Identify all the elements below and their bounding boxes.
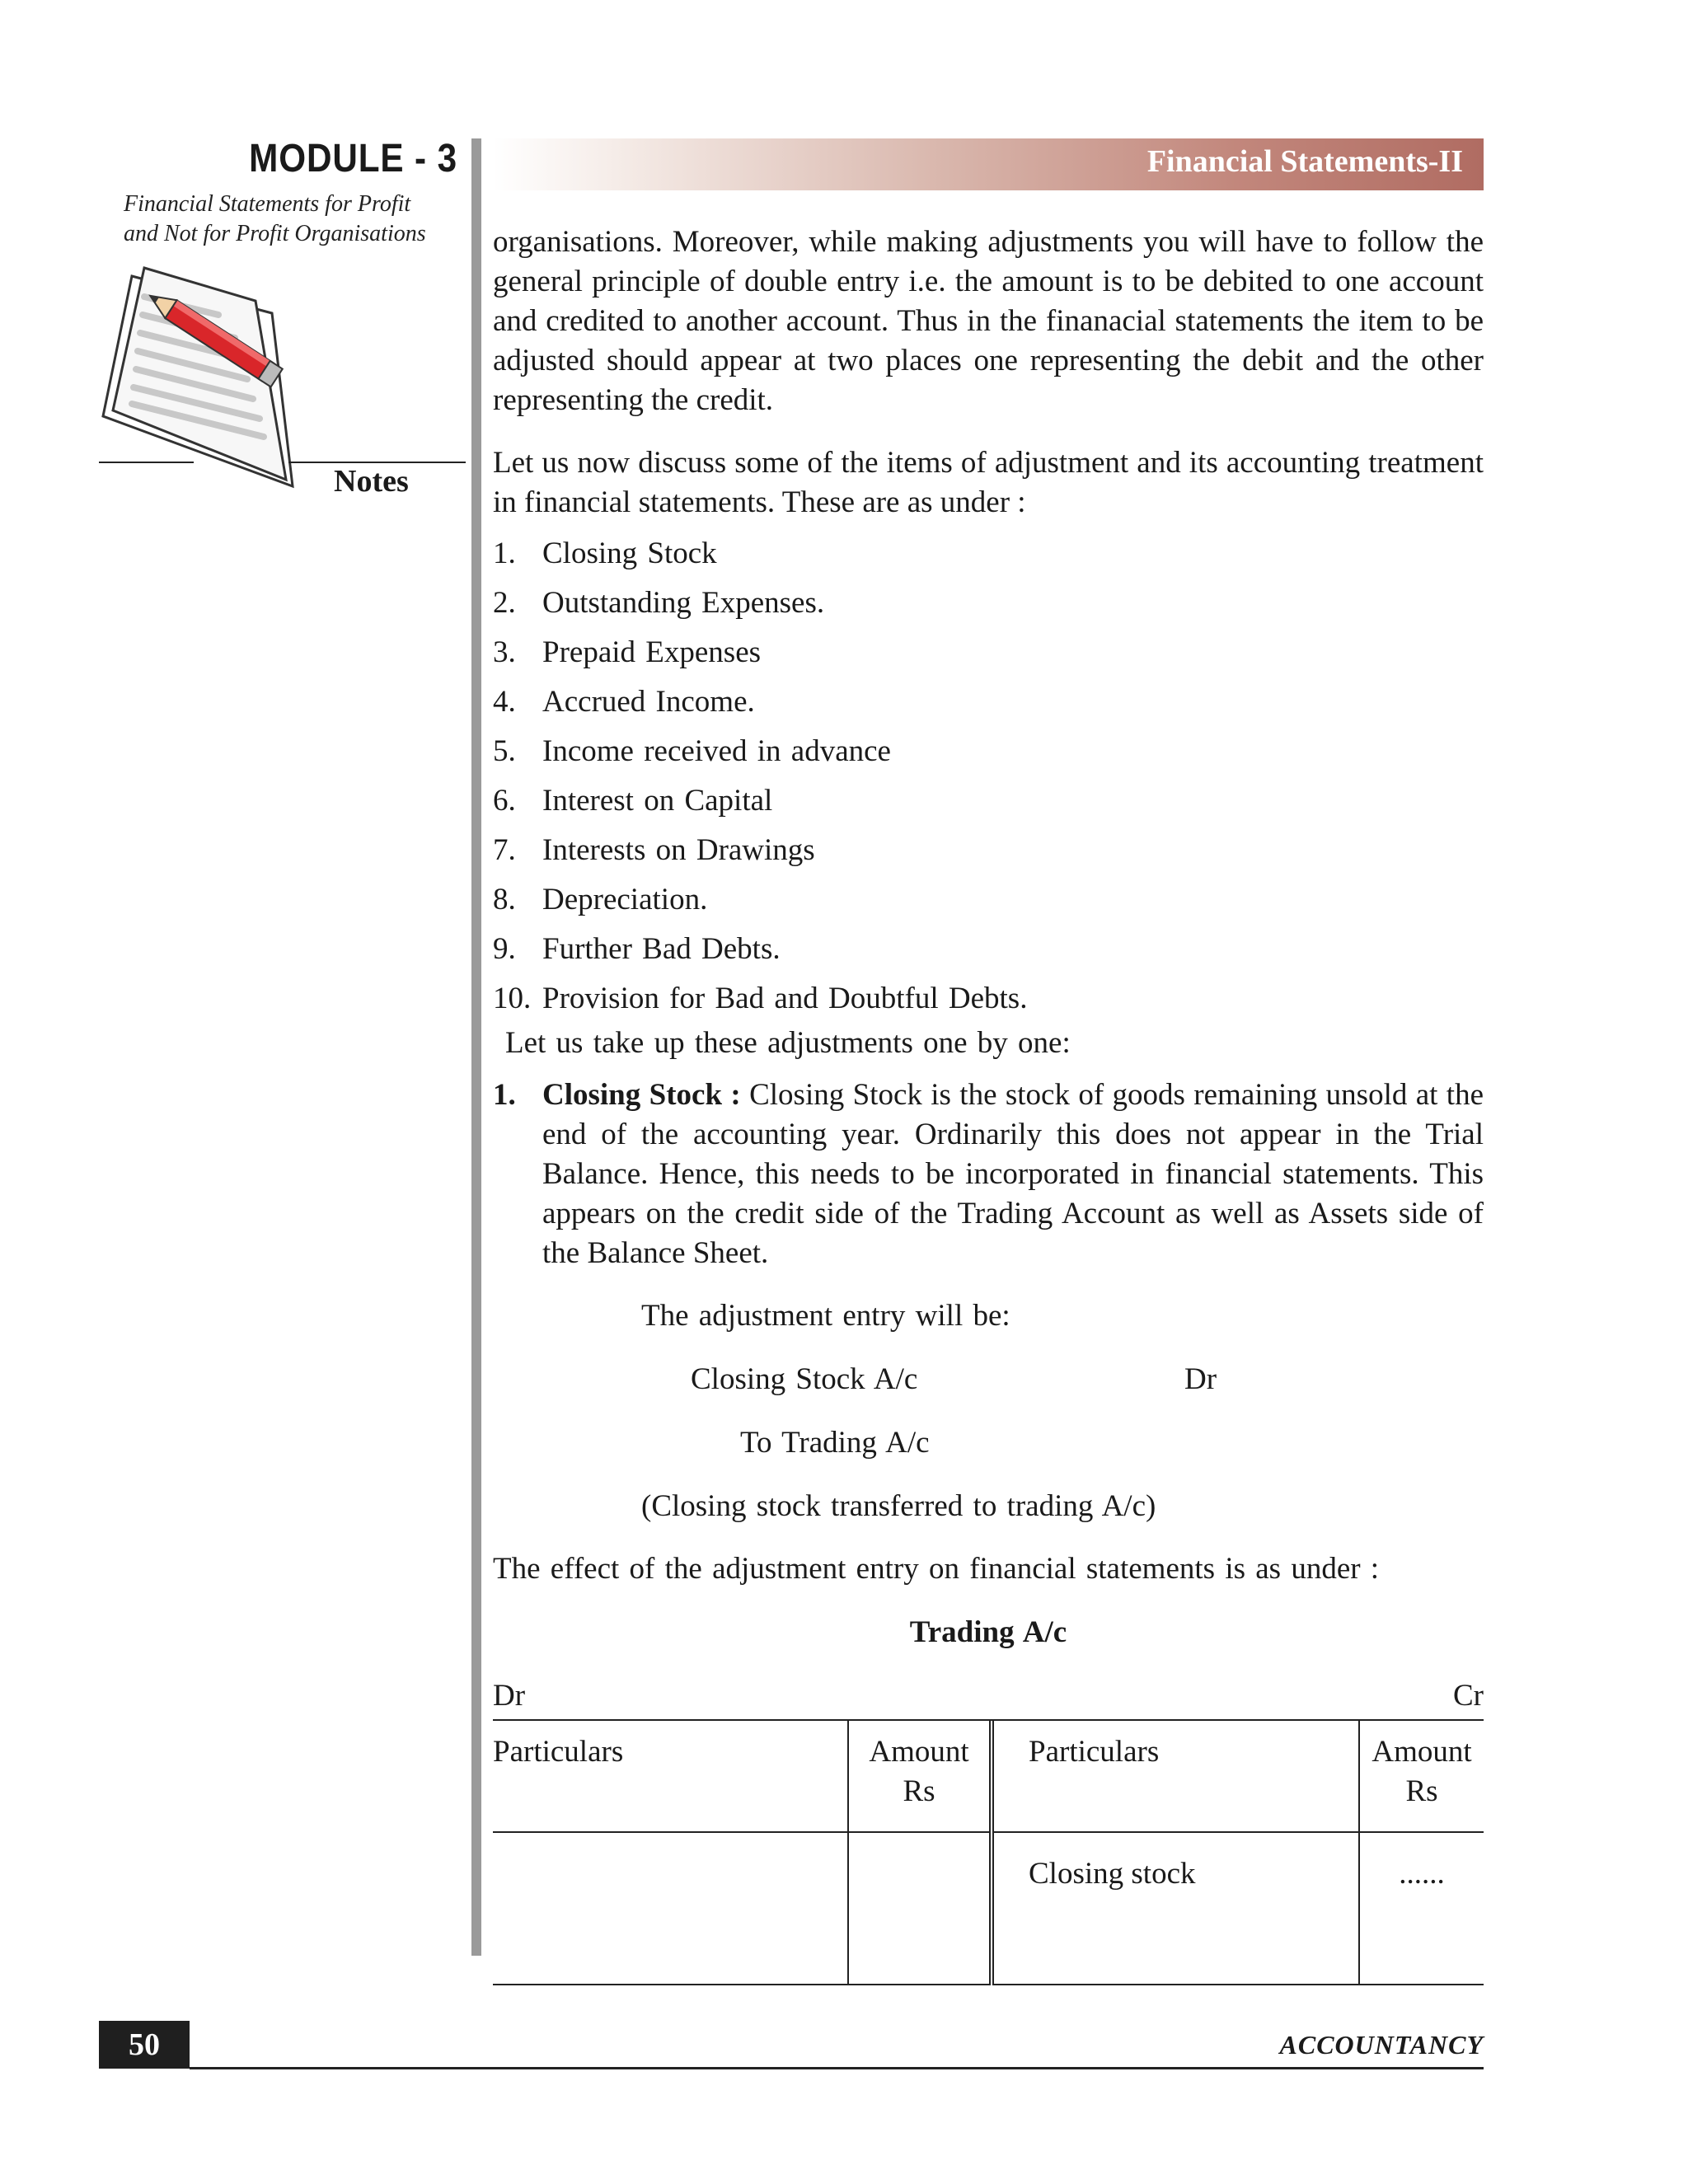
list-item: 10. Provision for Bad and Doubtful Debts. bbox=[493, 982, 1028, 1015]
list-item: 7. Interests on Drawings bbox=[493, 833, 815, 867]
cell-right-particulars: Closing stock bbox=[992, 1832, 1359, 1985]
notes-label: Notes bbox=[334, 464, 409, 499]
list-item: 6. Interest on Capital bbox=[493, 784, 773, 818]
table-row bbox=[493, 1832, 1484, 1985]
journal-narration: (Closing stock transferred to trading A/c) bbox=[641, 1489, 1156, 1523]
discussion-paragraph: Let us now discuss some of the items of adjustment and its accounting treatment in financial statements. These are as under : bbox=[493, 446, 1484, 519]
list-item: 2. Outstanding Expenses. bbox=[493, 586, 825, 620]
notes-pencil-icon bbox=[95, 264, 342, 503]
module-subtitle-line2: and Not for Profit Organisations bbox=[124, 221, 426, 246]
cell-left-particulars bbox=[493, 1832, 848, 1985]
trading-account-table bbox=[493, 1721, 1484, 1985]
journal-debit-account: Closing Stock A/c bbox=[691, 1362, 918, 1396]
module-subtitle bbox=[124, 190, 462, 249]
header-amount-right: Amount Rs bbox=[1359, 1721, 1484, 1832]
adjustments-list bbox=[493, 529, 1484, 1024]
margin-vertical-bar bbox=[471, 138, 481, 1956]
cell-left-amount bbox=[848, 1832, 992, 1985]
closing-stock-body: Closing Stock is the stock of goods remaining unsold at the end of the accounting year. Ordinarily this does not appear in the Trial Balance. Hence, this needs to be incorporated in financial statements. This appears on the credit side of the Trading Account as well as Assets side of the Balance Sheet. bbox=[542, 1078, 1484, 1270]
footer-rule bbox=[190, 2067, 1484, 2069]
chapter-header-band bbox=[493, 138, 1484, 190]
list-item: 9. Further Bad Debts. bbox=[493, 932, 781, 966]
page-number: 50 bbox=[99, 2021, 190, 2069]
header-amount-left: Amount Rs bbox=[848, 1721, 992, 1832]
journal-dr-label: Dr bbox=[1184, 1362, 1217, 1396]
journal-credit-account: To Trading A/c bbox=[740, 1426, 930, 1460]
table-header-row bbox=[493, 1721, 1484, 1832]
list-item: 1. Closing Stock bbox=[493, 537, 717, 570]
intro-paragraph: organisations. Moreover, while making adjustments you will have to follow the general principle of double entry i.e. the amount is to be debited to one account and credited to another account. Thus in the finanacial statements the item to be adjusted should appear at two places one representing the debit and the other representing the credit. bbox=[493, 225, 1484, 417]
closing-stock-number: 1. bbox=[493, 1078, 516, 1112]
take-up-line: Let us take up these adjustments one by one: bbox=[505, 1026, 1071, 1060]
list-item: 3. Prepaid Expenses bbox=[493, 635, 762, 669]
effect-line: The effect of the adjustment entry on financial statements is as under : bbox=[493, 1552, 1380, 1586]
notes-rule-left bbox=[99, 462, 194, 463]
list-item: 4. Accrued Income. bbox=[493, 685, 755, 719]
chapter-header-title: Financial Statements-II bbox=[1146, 144, 1463, 179]
trading-account-title: Trading A/c bbox=[909, 1615, 1067, 1649]
header-particulars-right: Particulars bbox=[992, 1721, 1359, 1832]
trading-cr-label: Cr bbox=[1453, 1679, 1484, 1713]
footer-subject: ACCOUNTANCY bbox=[1279, 2030, 1484, 2060]
header-particulars-left: Particulars bbox=[493, 1721, 848, 1832]
journal-intro: The adjustment entry will be: bbox=[641, 1299, 1010, 1333]
module-subtitle-line1: Financial Statements for Profit bbox=[124, 191, 411, 217]
closing-stock-heading: Closing Stock : bbox=[542, 1078, 741, 1112]
trading-dr-label: Dr bbox=[493, 1679, 526, 1713]
module-title: MODULE - 3 bbox=[249, 137, 457, 180]
list-item: 5. Income received in advance bbox=[493, 734, 891, 768]
list-item: 8. Depreciation. bbox=[493, 883, 708, 916]
cell-right-amount: ...... bbox=[1359, 1832, 1484, 1985]
closing-stock-paragraph bbox=[493, 1076, 1484, 1273]
